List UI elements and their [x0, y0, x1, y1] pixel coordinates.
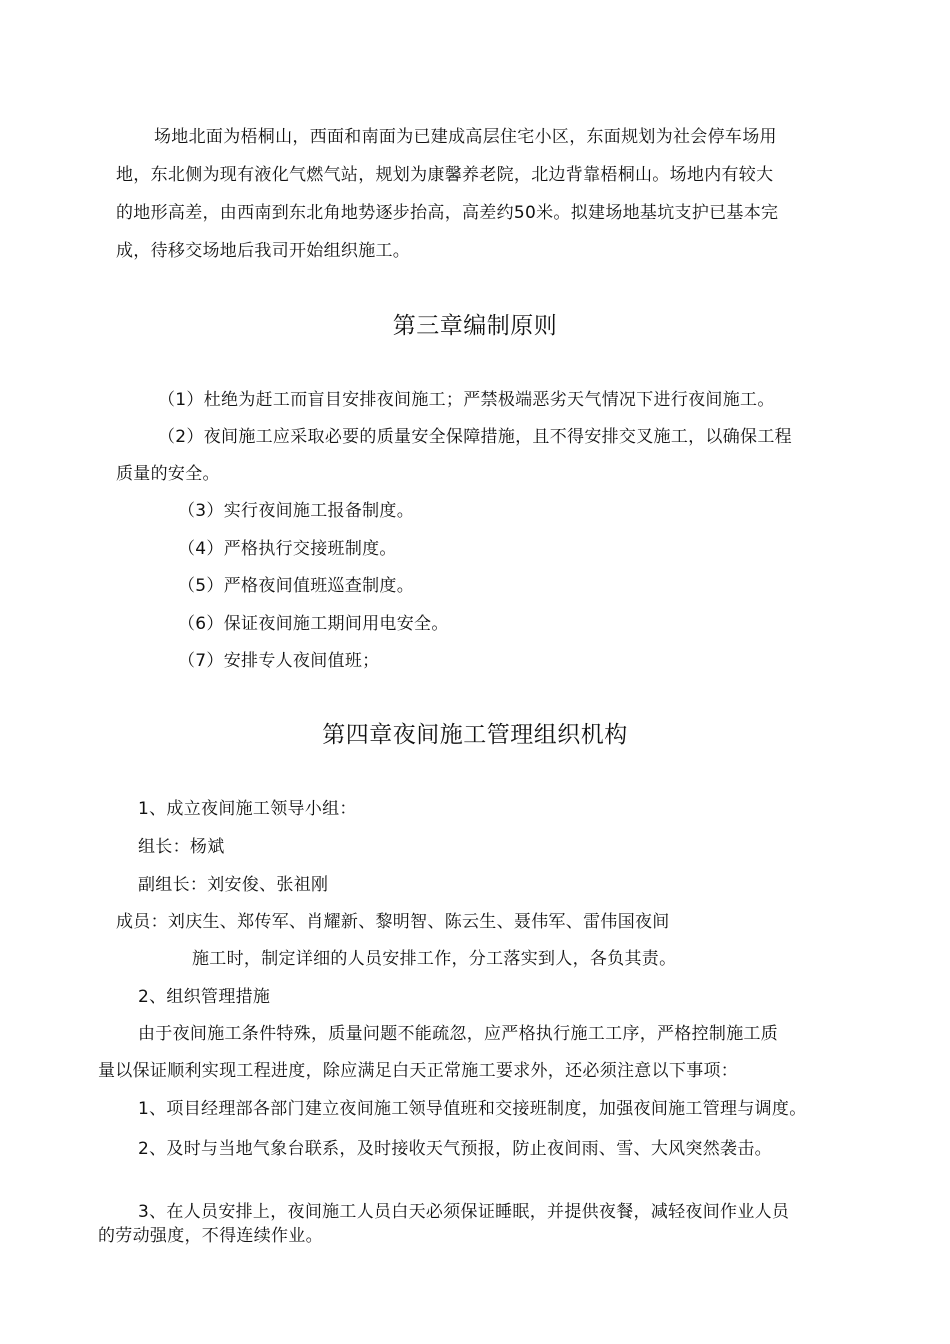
- principle-2-line-2: 质量的安全。: [116, 464, 220, 484]
- measure-item-3-line-1: 3、在人员安排上，夜间施工人员白天必须保证睡眠，并提供夜餐，减轻夜间作业人员: [138, 1202, 790, 1222]
- principle-7: （7）安排专人夜间值班；: [178, 651, 380, 671]
- subsection-1-heading: 1、成立夜间施工领导小组：: [138, 799, 357, 819]
- subsection-2-heading: 2、组织管理措施: [138, 987, 271, 1007]
- principle-6: （6）保证夜间施工期间用电安全。: [178, 614, 449, 634]
- intro-line-4: 成，待移交场地后我司开始组织施工。: [116, 241, 411, 261]
- intro-line-3: 的地形高差，由西南到东北角地势逐步抬高，高差约50米。拟建场地基坑支护已基本完: [116, 203, 779, 223]
- chapter-4-title: 第四章夜间施工管理组织机构: [322, 722, 628, 748]
- principle-4: （4）严格执行交接班制度。: [178, 539, 397, 559]
- team-members-continued: 施工时，制定详细的人员安排工作，分工落实到人，各负其责。: [192, 949, 677, 969]
- measures-line-1: 由于夜间施工条件特殊，质量问题不能疏忽，应严格执行施工工序，严格控制施工质: [138, 1024, 779, 1044]
- intro-line-1: 场地北面为梧桐山，西面和南面为已建成高层住宅小区，东面规划为社会停车场用: [154, 127, 777, 147]
- principle-5: （5）严格夜间值班巡查制度。: [178, 576, 415, 596]
- measure-item-2: 2、及时与当地气象台联系，及时接收天气预报，防止夜间雨、雪、大风突然袭击。: [138, 1139, 772, 1159]
- team-leader: 组长：杨斌: [138, 837, 225, 857]
- principle-1: （1）杜绝为赶工而盲目安排夜间施工；严禁极端恶劣天气情况下进行夜间施工。: [158, 390, 775, 410]
- measure-item-3-line-2: 的劳动强度，不得连续作业。: [98, 1226, 323, 1246]
- intro-line-2: 地，东北侧为现有液化气燃气站，规划为康馨养老院，北边背靠梧桐山。场地内有较大: [116, 165, 774, 185]
- team-members: 成员：刘庆生、郑传军、肖耀新、黎明智、陈云生、聂伟军、雷伟国夜间: [116, 912, 670, 932]
- deputy-leaders: 副组长：刘安俊、张祖刚: [138, 875, 329, 895]
- chapter-3-title: 第三章编制原则: [392, 313, 558, 339]
- principle-3: （3）实行夜间施工报备制度。: [178, 501, 415, 521]
- principle-2-line-1: （2）夜间施工应采取必要的质量安全保障措施，且不得安排交叉施工，以确保工程: [158, 427, 792, 447]
- measures-line-2: 量以保证顺利实现工程进度，除应满足白天正常施工要求外，还必须注意以下事项：: [98, 1061, 739, 1081]
- measure-item-1: 1、项目经理部各部门建立夜间施工领导值班和交接班制度，加强夜间施工管理与调度。: [138, 1099, 807, 1119]
